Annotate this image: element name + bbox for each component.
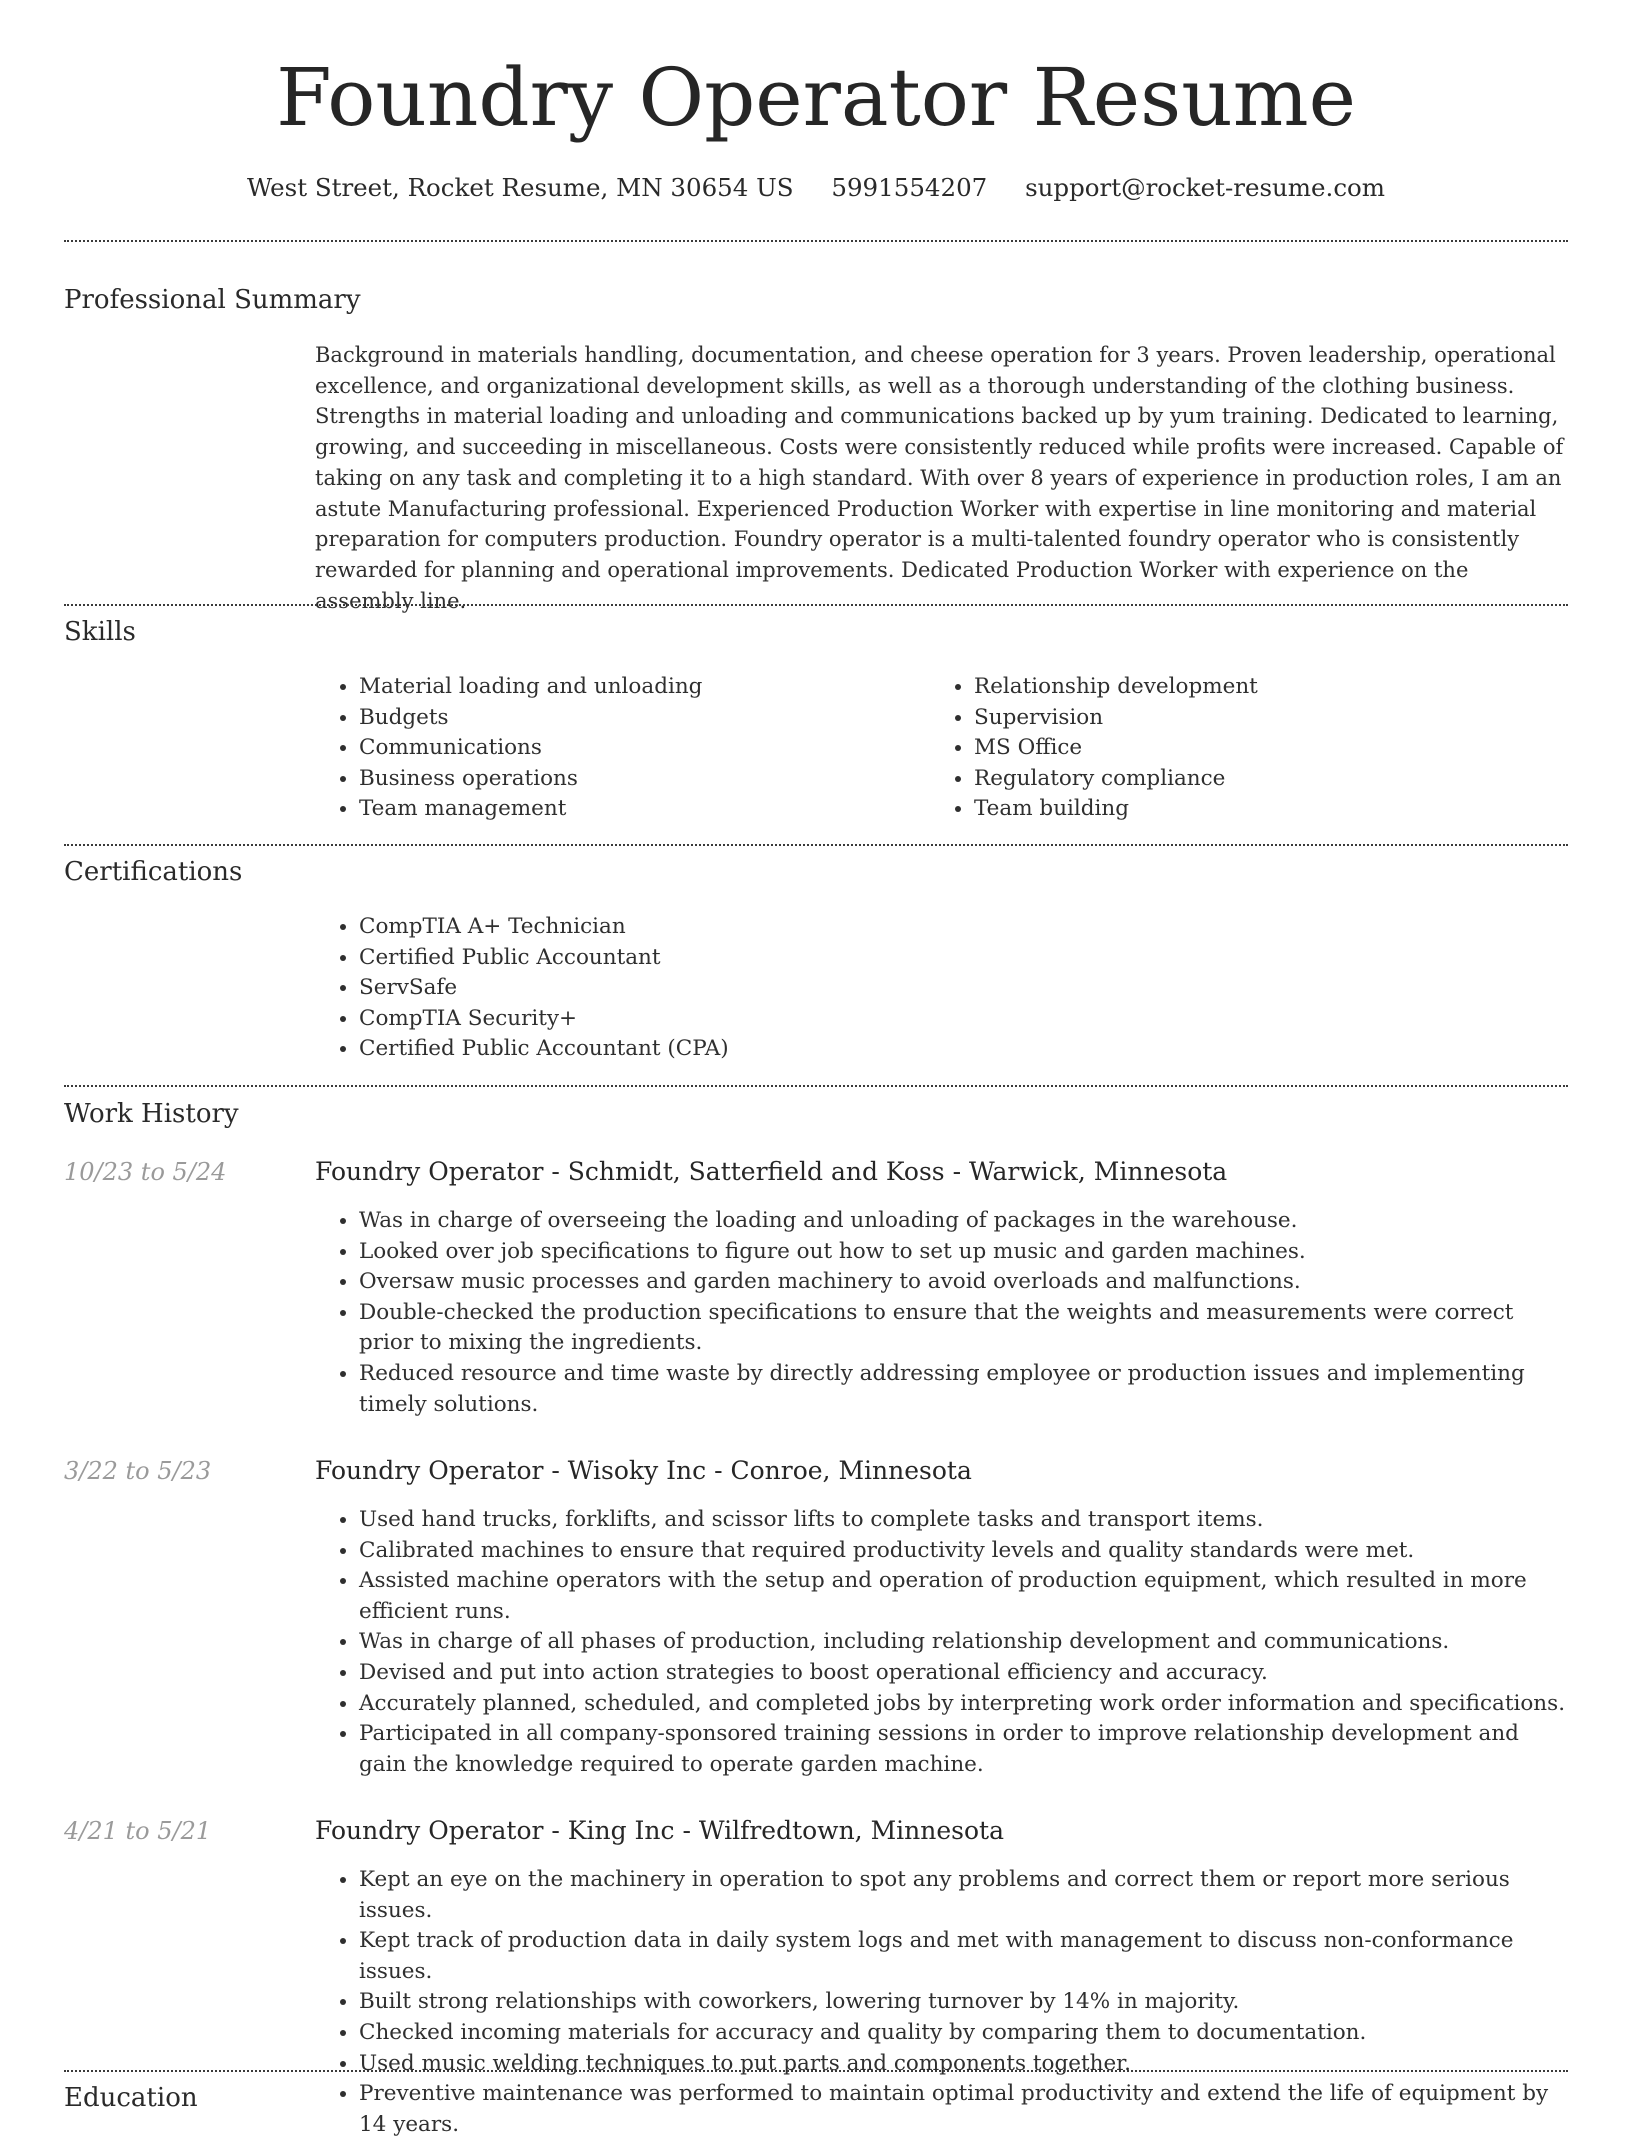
job-bullet: • Oversaw music processes and garden machinery to avoid overloads and malfunctions.	[359, 1267, 1568, 1298]
skill-item: • MS Office	[974, 733, 1574, 764]
section-title-summary: Professional Summary	[64, 285, 361, 315]
job-bullet: • Looked over job specifications to figure out how to set up music and garden machines.	[359, 1237, 1568, 1268]
skill-item: • Supervision	[974, 703, 1574, 734]
contact-email: support@rocket-resume.com	[1025, 173, 1386, 202]
section-title-education: Education	[64, 2083, 198, 2113]
job-bullet: • Calibrated machines to ensure that required productivity levels and quality standards were met.	[359, 1536, 1568, 1567]
job-bullet: • Reduced resource and time waste by directly addressing employee or production issues and implementing timely solutions.	[359, 1359, 1568, 1420]
section-title-work-history: Work History	[64, 1099, 239, 1129]
skill-item: • Team building	[974, 794, 1574, 825]
job-bullet: • Accurately planned, scheduled, and completed jobs by interpreting work order information and specifications.	[359, 1689, 1568, 1720]
job-bullet: • Participated in all company-sponsored training sessions in order to improve relationship development and gain the knowledge required to operate garden machine.	[359, 1719, 1568, 1780]
certifications-list	[315, 912, 1568, 1065]
job-bullet: • Was in charge of all phases of production, including relationship development and communications.	[359, 1627, 1568, 1658]
job-bullets	[315, 1865, 1568, 2140]
certification-item: • ServSafe	[359, 973, 1568, 1004]
divider	[64, 604, 1568, 606]
contact-phone: 5991554207	[831, 173, 988, 202]
certification-item: • CompTIA Security+	[359, 1004, 1568, 1035]
skill-item: • Regulatory compliance	[974, 764, 1574, 795]
job-bullets	[315, 1505, 1568, 1780]
job-bullet: • Built strong relationships with coworkers, lowering turnover by 14% in majority.	[359, 1987, 1568, 2018]
section-title-certifications: Certifications	[64, 857, 243, 887]
job-bullet: • Devised and put into action strategies to boost operational efficiency and accuracy.	[359, 1658, 1568, 1689]
skill-item: • Relationship development	[974, 672, 1574, 703]
job-dates: 4/21 to 5/21	[64, 1817, 212, 1845]
job-heading: Foundry Operator - King Inc - Wilfredtown, Minnesota	[315, 1816, 1005, 1845]
job-heading: Foundry Operator - Wisoky Inc - Conroe, Minnesota	[315, 1456, 972, 1485]
job-bullet: • Preventive maintenance was performed to maintain optimal productivity and extend the life of equipment by 14 years.	[359, 2079, 1568, 2140]
job-heading: Foundry Operator - Schmidt, Satterfield and Koss - Warwick, Minnesota	[315, 1157, 1228, 1186]
job-bullet: • Checked incoming materials for accuracy and quality by comparing them to documentation.	[359, 2018, 1568, 2049]
divider	[64, 844, 1568, 846]
skill-item: • Material loading and unloading	[359, 672, 930, 703]
summary-text: Background in materials handling, documentation, and cheese operation for 3 years. Proven leadership, operational excellence, and organizational development skills, as well as a thorough understanding of the clothing business. Strengths in material loading and unloading and communications backed up by yum training. Dedicated to learning, growing, and succeeding in miscellaneous. Costs were consistently reduced while profits were increased. Capable of taking on any task and completing it to a high standard. With over 8 years of experience in production roles, I am an astute Manufacturing professional. Experienced Production Worker with expertise in line monitoring and material preparation for computers production. Foundry operator is a multi-talented foundry operator who is consistently rewarded for planning and operational improvements. Dedicated Production Worker with experience on the assembly line.	[315, 343, 1564, 613]
skill-item: • Communications	[359, 733, 930, 764]
skills-list-right	[930, 672, 1574, 825]
job-bullet: • Was in charge of overseeing the loading and unloading of packages in the warehouse.	[359, 1206, 1568, 1237]
job-bullet: • Kept an eye on the machinery in operation to spot any problems and correct them or report more serious issues.	[359, 1865, 1568, 1926]
section-title-skills: Skills	[64, 617, 136, 647]
job-bullet: • Used music welding techniques to put parts and components together.	[359, 2049, 1568, 2080]
job-bullet: • Double-checked the production specifications to ensure that the weights and measurements were correct prior to mixing the ingredients.	[359, 1298, 1568, 1359]
skills-list-left	[315, 672, 930, 825]
job-dates: 10/23 to 5/24	[64, 1158, 227, 1186]
job-bullet: • Assisted machine operators with the setup and operation of production equipment, which resulted in more efficient runs.	[359, 1566, 1568, 1627]
job-bullets	[315, 1206, 1568, 1420]
certification-item: • Certified Public Accountant	[359, 943, 1568, 974]
divider	[64, 2070, 1568, 2072]
job-bullet: • Kept track of production data in daily system logs and met with management to discuss non-conformance issues.	[359, 1926, 1568, 1987]
contact-line	[0, 170, 1632, 206]
certification-item: • CompTIA A+ Technician	[359, 912, 1568, 943]
divider	[64, 240, 1568, 242]
skill-item: • Team management	[359, 794, 930, 825]
job-dates: 3/22 to 5/23	[64, 1457, 212, 1485]
certification-item: • Certified Public Accountant (CPA)	[359, 1034, 1568, 1065]
resume-name: Foundry Operator Resume	[276, 51, 1356, 144]
skill-item: • Budgets	[359, 703, 930, 734]
divider	[64, 1085, 1568, 1087]
job-bullet: • Used hand trucks, forklifts, and scissor lifts to complete tasks and transport items.	[359, 1505, 1568, 1536]
skill-item: • Business operations	[359, 764, 930, 795]
contact-address: West Street, Rocket Resume, MN 30654 US	[246, 173, 794, 202]
